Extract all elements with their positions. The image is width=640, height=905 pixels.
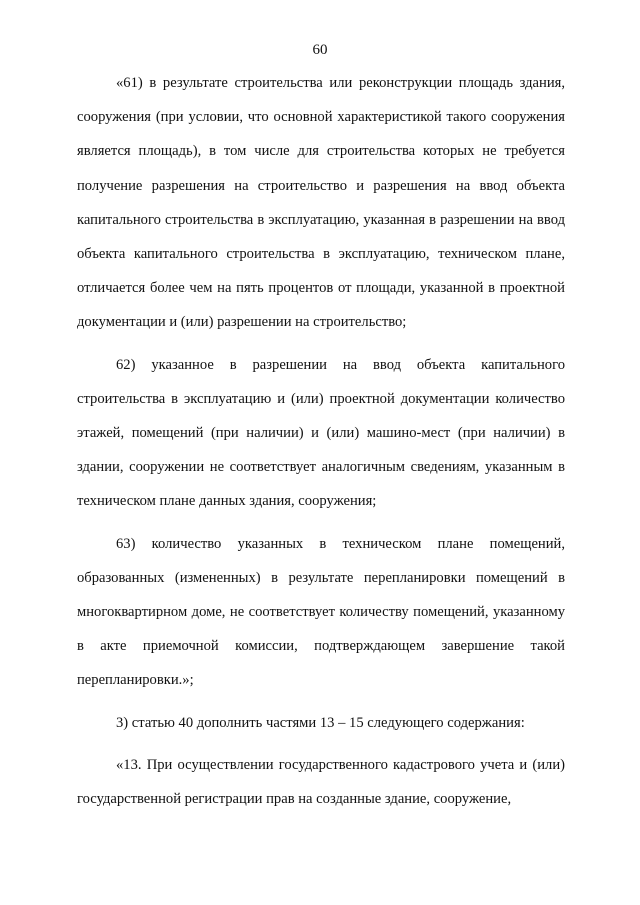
paragraph-item-63: 63) количество указанных в техническом плане помещений, образованных (измененных) в результате перепланировки помещений в многоквартирном доме, не соответствует количеству помещений, указанному в акте приемочной комиссии, подтверждающем завершение такой перепланировки.»; <box>77 535 565 689</box>
paragraph-part-13: «13. При осуществлении государственного кадастрового учета и (или) государственной регистрации прав на созданные здание, сооружение, <box>77 756 565 808</box>
paragraph-article-40-amendment: 3) статью 40 дополнить частями 13 – 15 следующего содержания: <box>116 714 525 731</box>
paragraph-item-62: 62) указанное в разрешении на ввод объекта капитального строительства в эксплуатацию и (или) проектной документации количество этажей, помещений (при наличии) и (или) машино-мест (при наличии) в здании, сооружении не соответствует аналогичным сведениям, указанным в техническом плане данных здания, сооружения; <box>77 356 565 510</box>
document-body <box>77 66 565 816</box>
paragraph-item-61: «61) в результате строительства или реконструкции площадь здания, сооружения (при условии, что основной характеристикой такого сооружения является площадь), в том числе для строительства которых не требуется получение разрешения на строительство и разрешения на ввод объекта капитального строительства в эксплуатацию, указанная в разрешении на ввод объекта капитального строительства в эксплуатацию, техническом плане, отличается более чем на пять процентов от площади, указанной в проектной документации и (или) разрешении на строительство; <box>77 75 565 331</box>
page-number: 60 <box>312 42 328 58</box>
